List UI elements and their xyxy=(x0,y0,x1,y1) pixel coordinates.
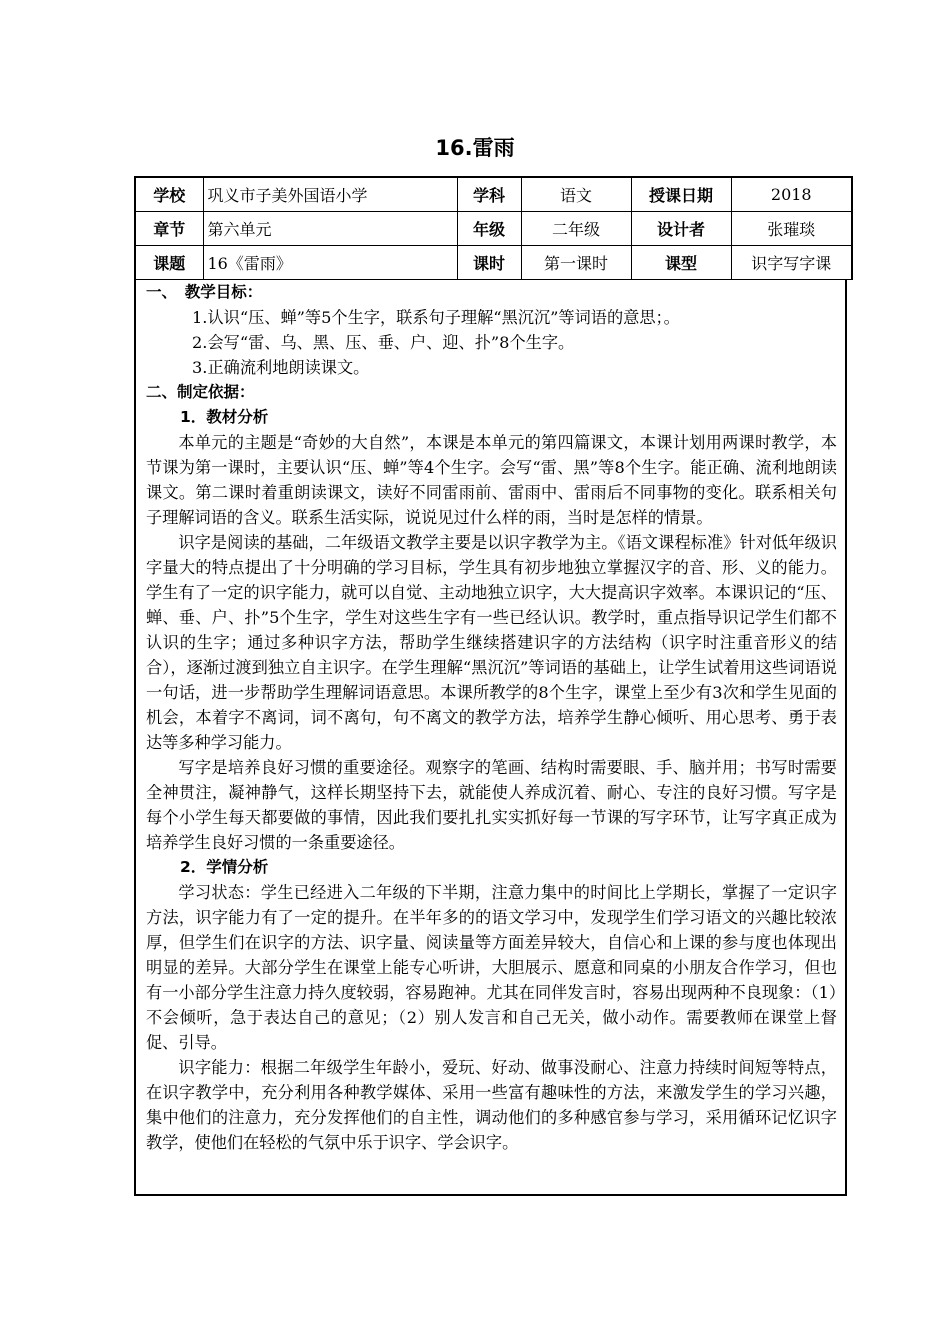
material-paragraph: 识字是阅读的基础，二年级语文教学主要是以识字教学为主。《语文课程标准》针对低年级识字量大的特点提出了十分明确的学习目标，学生具有初步地独立掌握汉字的音、形、义的能力。学生有了一定的识字能力，就可以自觉、主动地独立识字，大大提高识字效率。本课识记的“压、蝉、垂、户、扑”5个生字，学生对这些生字有一些已经认识。教学时，重点指导识记学生们都不认识的生字；通过多种识字方法，帮助学生继续搭建识字的方法结构（识字时注重音形义的结合），逐渐过渡到独立自主识字。在学生理解“黑沉沉”等词语的基础上，让学生试着用这些词语说一句话，进一步帮助学生理解词语意思。本课所教学的8个生字，课堂上至少有3次和学生见面的机会，本着字不离词，词不离句，句不离文的教学方法，培养学生静心倾听、用心思考、勇于表达等多种学习能力。 xyxy=(146,533,837,752)
subject-label: 学科 xyxy=(457,177,521,212)
designer-value: 张璀琰 xyxy=(731,212,852,246)
designer-label: 设计者 xyxy=(631,212,731,246)
grade-label: 年级 xyxy=(457,212,521,246)
goal-item: 2.会写“雷、乌、黑、压、垂、户、迎、扑”8个生字。 xyxy=(192,333,575,352)
date-value: 2018 xyxy=(731,177,852,212)
basis-heading: 二、制定依据： xyxy=(146,383,255,401)
lesson-type-label: 课型 xyxy=(631,246,731,280)
info-row-2 xyxy=(135,212,852,246)
period-value: 第一课时 xyxy=(521,246,631,280)
material-paragraph: 本单元的主题是“奇妙的大自然”，本课是本单元的第四篇课文，本课计划用两课时教学，本节课为第一课时，主要认识“压、蝉”等4个生字。会写“雷、黑”等8个生字。能正确、流利地朗读课文。第二课时着重朗读课文，读好不同雷雨前、雷雨中、雷雨后不同事物的变化。联系相关句子理解词语的含义。联系生活实际，说说见过什么样的雨，当时是怎样的情景。 xyxy=(146,433,837,527)
school-value: 巩义市子美外国语小学 xyxy=(203,177,457,212)
student-paragraph: 识字能力：根据二年级学生年龄小，爱玩、好动、做事没耐心、注意力持续时间短等特点，在识字教学中，充分利用各种教学媒体、采用一些富有趣味性的方法，来激发学生的学习兴趣，集中他们的注意力，充分发挥他们的自主性，调动他们的多种感官参与学习，采用循环记忆识字教学，使他们在轻松的气氛中乐于识字、学会识字。 xyxy=(146,1058,837,1152)
topic-value: 16《雷雨》 xyxy=(203,246,457,280)
page-title: 16.雷雨 xyxy=(435,136,515,160)
lesson-info-table xyxy=(134,176,853,280)
date-label: 授课日期 xyxy=(631,177,731,212)
goals-heading: 一、 教学目标： xyxy=(146,283,263,301)
goal-item: 3.正确流利地朗读课文。 xyxy=(192,358,370,377)
subject-value: 语文 xyxy=(521,177,631,212)
goal-item: 1.认识“压、蝉”等5个生字，联系句子理解“黑沉沉”等词语的意思；。 xyxy=(192,308,680,327)
lesson-content xyxy=(134,280,847,1196)
chapter-label: 章节 xyxy=(135,212,203,246)
lesson-type-value: 识字写字课 xyxy=(731,246,852,280)
topic-label: 课题 xyxy=(135,246,203,280)
material-analysis-heading: 1．教材分析 xyxy=(180,408,269,426)
student-analysis-heading: 2．学情分析 xyxy=(180,858,269,876)
school-label: 学校 xyxy=(135,177,203,212)
student-paragraph: 学习状态：学生已经进入二年级的下半期，注意力集中的时间比上学期长，掌握了一定识字方法，识字能力有了一定的提升。在半年多的的语文学习中，发现学生们学习语文的兴趣比较浓厚，但学生们在识字的方法、识字量、阅读量等方面差异较大，自信心和上课的参与度也体现出明显的差异。大部分学生在课堂上能专心听讲，大胆展示、愿意和同桌的小朋友合作学习，但也有一小部分学生注意力持久度较弱，容易跑神。尤其在同伴发言时，容易出现两种不良现象：（1）不会倾听，急于表达自己的意见；（2）别人发言和自己无关，做小动作。需要教师在课堂上督促、引导。 xyxy=(146,883,837,1052)
grade-value: 二年级 xyxy=(521,212,631,246)
info-row-1 xyxy=(135,177,852,212)
period-label: 课时 xyxy=(457,246,521,280)
material-paragraph: 写字是培养良好习惯的重要途径。观察字的笔画、结构时需要眼、手、脑并用；书写时需要全神贯注，凝神静气，这样长期坚持下去，就能使人养成沉着、耐心、专注的良好习惯。写字是每个小学生每天都要做的事情，因此我们要扎扎实实抓好每一节课的写字环节，让写字真正成为培养学生良好习惯的一条重要途径。 xyxy=(146,758,837,852)
chapter-value: 第六单元 xyxy=(203,212,457,246)
info-row-3 xyxy=(135,246,852,280)
